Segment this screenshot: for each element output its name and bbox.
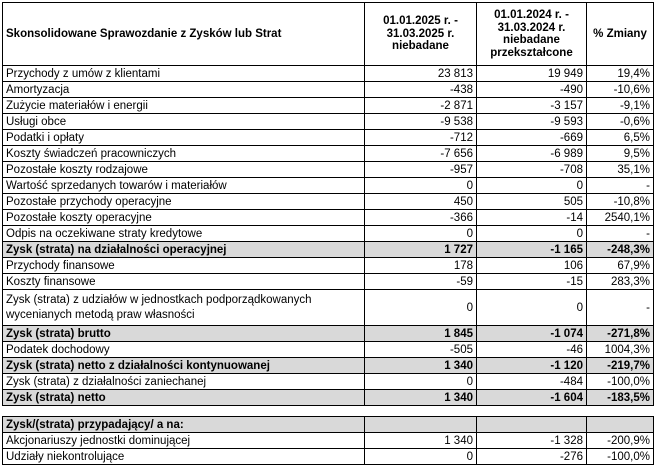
value-2024: -46 [477, 342, 587, 358]
attributable-title-row [3, 417, 654, 433]
value-2025: -712 [365, 130, 477, 146]
table-row [3, 290, 654, 326]
table-row [3, 178, 654, 194]
table-row [3, 242, 654, 258]
value-2024: -490 [477, 82, 587, 98]
table-row [3, 98, 654, 114]
change-percent: 9,5% [587, 146, 654, 162]
row-label: Koszty finansowe [3, 274, 365, 290]
value-2024: -669 [477, 130, 587, 146]
value-2024: -1 074 [477, 326, 587, 342]
value-2025: -7 656 [365, 146, 477, 162]
table-row [3, 66, 654, 82]
column-header-change: % Zmiany [587, 3, 654, 66]
value-2024: 505 [477, 194, 587, 210]
value-2024: -15 [477, 274, 587, 290]
row-label: Zysk (strata) na działalności operacyjnej [3, 242, 365, 258]
income-statement [2, 2, 653, 465]
row-label: Przychody z umów z klientami [3, 66, 365, 82]
value-2025: 1 340 [365, 358, 477, 374]
table-row [3, 358, 654, 374]
value-2025: 23 813 [365, 66, 477, 82]
change-percent: 1004,3% [587, 342, 654, 358]
header-row [3, 3, 654, 66]
empty-cell [365, 417, 477, 433]
empty-cell [587, 417, 654, 433]
change-percent: -10,8% [587, 194, 654, 210]
row-label: Pozostałe przychody operacyjne [3, 194, 365, 210]
value-2024: 19 949 [477, 66, 587, 82]
table-row [3, 342, 654, 358]
row-label: Wartość sprzedanych towarów i materiałów [3, 178, 365, 194]
value-2025: -2 871 [365, 98, 477, 114]
value-2024: 0 [477, 226, 587, 242]
table-row [3, 433, 654, 449]
row-label: Zużycie materiałów i energii [3, 98, 365, 114]
change-percent: -248,3% [587, 242, 654, 258]
value-2025: 450 [365, 194, 477, 210]
change-percent: -219,7% [587, 358, 654, 374]
row-label: Odpis na oczekiwane straty kredytowe [3, 226, 365, 242]
table-row [3, 162, 654, 178]
value-2025: 0 [365, 226, 477, 242]
table-row [3, 326, 654, 342]
empty-cell [477, 417, 587, 433]
table-row [3, 449, 654, 465]
table-row [3, 390, 654, 406]
change-percent: -100,0% [587, 374, 654, 390]
value-2025: -9 538 [365, 114, 477, 130]
value-2024: -484 [477, 374, 587, 390]
value-2024: -1 604 [477, 390, 587, 406]
value-2024: -1 328 [477, 433, 587, 449]
change-percent: - [587, 226, 654, 242]
value-2025: 0 [365, 449, 477, 465]
table-row [3, 82, 654, 98]
statement-rows [3, 66, 654, 406]
table-row [3, 374, 654, 390]
value-2024: -1 165 [477, 242, 587, 258]
row-label: Usługi obce [3, 114, 365, 130]
income-statement-table [2, 2, 654, 406]
row-label: Zysk (strata) z działalności zaniechanej [3, 374, 365, 390]
value-2024: -708 [477, 162, 587, 178]
column-header-2024: 01.01.2024 r. - 31.03.2024 r. niebadane przekształcone [477, 3, 587, 66]
value-2024: 106 [477, 258, 587, 274]
row-label: Przychody finansowe [3, 258, 365, 274]
attributable-title: Zysk/(strata) przypadający/ a na: [3, 417, 365, 433]
change-percent: -183,5% [587, 390, 654, 406]
table-row [3, 274, 654, 290]
row-label: Zysk (strata) netto z działalności kontynuowanej [3, 358, 365, 374]
value-2024: -1 120 [477, 358, 587, 374]
row-label: Amortyzacja [3, 82, 365, 98]
value-2025: 178 [365, 258, 477, 274]
table-row [3, 114, 654, 130]
table-row [3, 226, 654, 242]
row-label: Podatek dochodowy [3, 342, 365, 358]
change-percent: -0,6% [587, 114, 654, 130]
table-row [3, 146, 654, 162]
value-2025: -505 [365, 342, 477, 358]
value-2025: 0 [365, 290, 477, 326]
value-2025: -438 [365, 82, 477, 98]
change-percent: -100,0% [587, 449, 654, 465]
value-2024: -276 [477, 449, 587, 465]
change-percent: 19,4% [587, 66, 654, 82]
change-percent: -9,1% [587, 98, 654, 114]
row-label: Koszty świadczeń pracowniczych [3, 146, 365, 162]
change-percent: - [587, 290, 654, 326]
attributable-table [2, 416, 654, 465]
change-percent: 67,9% [587, 258, 654, 274]
value-2025: -59 [365, 274, 477, 290]
value-2024: -14 [477, 210, 587, 226]
value-2024: -6 989 [477, 146, 587, 162]
value-2024: 0 [477, 290, 587, 326]
table-row [3, 194, 654, 210]
value-2025: 1 340 [365, 433, 477, 449]
value-2025: 1 340 [365, 390, 477, 406]
value-2024: 0 [477, 178, 587, 194]
row-label: Pozostałe koszty rodzajowe [3, 162, 365, 178]
change-percent: -271,8% [587, 326, 654, 342]
attributable-rows [3, 417, 654, 465]
column-header-2025: 01.01.2025 r. - 31.03.2025 r. niebadane [365, 3, 477, 66]
row-label: Podatki i opłaty [3, 130, 365, 146]
row-label: Pozostałe koszty operacyjne [3, 210, 365, 226]
value-2025: -957 [365, 162, 477, 178]
value-2024: -3 157 [477, 98, 587, 114]
change-percent: 6,5% [587, 130, 654, 146]
value-2025: 1 727 [365, 242, 477, 258]
value-2025: 0 [365, 178, 477, 194]
value-2025: 1 845 [365, 326, 477, 342]
row-label: Zysk (strata) brutto [3, 326, 365, 342]
row-label: Zysk (strata) z udziałów w jednostkach podporządkowanych wycenianych metodą praw własności [3, 290, 365, 326]
value-2025: -366 [365, 210, 477, 226]
change-percent: -200,9% [587, 433, 654, 449]
change-percent: -10,6% [587, 82, 654, 98]
change-percent: - [587, 178, 654, 194]
row-label: Udziały niekontrolujące [3, 449, 365, 465]
change-percent: 2540,1% [587, 210, 654, 226]
table-row [3, 130, 654, 146]
change-percent: 283,3% [587, 274, 654, 290]
table-row [3, 210, 654, 226]
row-label: Akcjonariuszy jednostki dominującej [3, 433, 365, 449]
value-2025: 0 [365, 374, 477, 390]
table-title: Skonsolidowane Sprawozdanie z Zysków lub Strat [3, 3, 365, 66]
table-row [3, 258, 654, 274]
change-percent: 35,1% [587, 162, 654, 178]
row-label: Zysk (strata) netto [3, 390, 365, 406]
value-2024: -9 593 [477, 114, 587, 130]
